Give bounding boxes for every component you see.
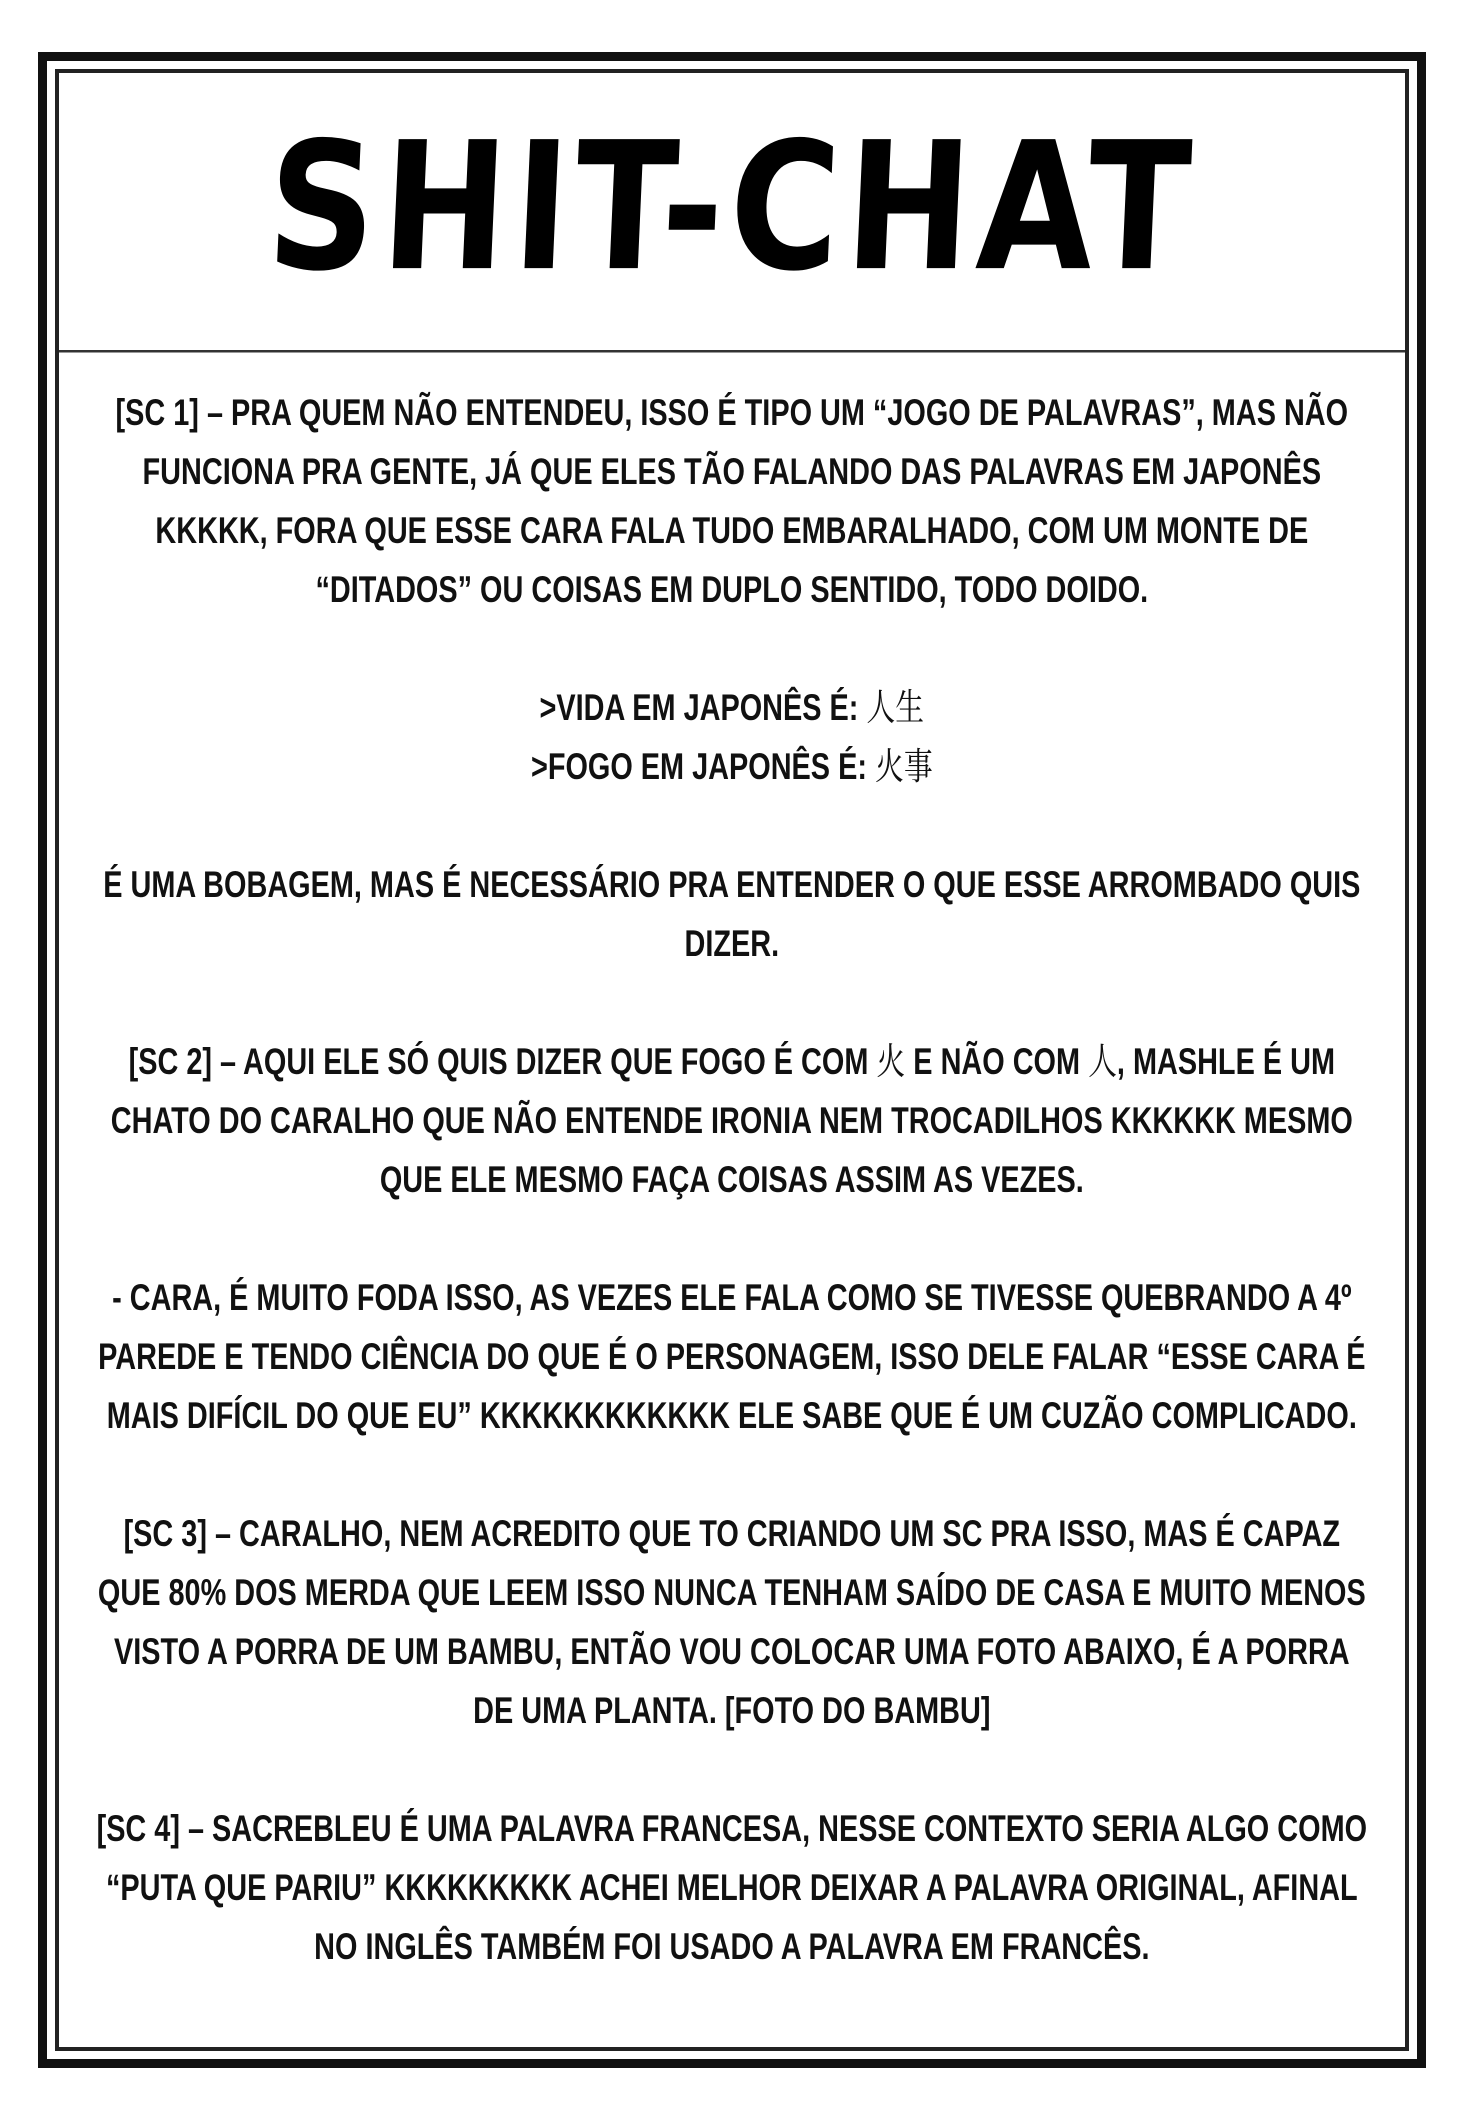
note-sc4: [SC 4] – SACREBLEU É UMA PALAVRA FRANCESA, NESSE CONTEXTO SERIA ALGO COMO “PUTA QUE PARIU” KKKKKKKKK ACHEI MELHOR DEIXAR A PALAVRA ORIGINAL, AFINAL NO INGLÊS TAMBÉM FOI USADO A PALAVRA EM FRANCÊS. [96,1808,1368,1967]
note-cara: - CARA, É MUITO FODA ISSO, AS VEZES ELE FALA COMO SE TIVESSE QUEBRANDO A 4º PAREDE E TENDO CIÊNCIA DO QUE É O PERSONAGEM, ISSO DELE FALAR “ESSE CARA É MAIS DIFÍCIL DO QUE EU” KKKKKKKKKKKK ELE SABE QUE É UM CUZÃO COMPLICADO. [98,1277,1366,1436]
sc2-kanji-person: 人 [1088,1040,1118,1083]
fogo-kanji: 火事 [875,745,933,788]
page-frame [38,52,1426,2068]
sc2-after: , MASHLE É UM CHATO DO CARALHO QUE NÃO ENTENDE IRONIA NEM TROCADILHOS KKKKKK MESMO QUE ELE MESMO FAÇA COISAS ASSIM AS VEZES. [110,1041,1354,1200]
page-title: SHIT-CHAT [263,105,1201,311]
title-divider [59,350,1405,353]
sc2-middle: E NÃO COM [913,1041,1081,1082]
note-sc1: [SC 1] – PRA QUEM NÃO ENTENDEU, ISSO É TIPO UM “JOGO DE PALAVRAS”, MAS NÃO FUNCIONA PRA GENTE, JÁ QUE ELES TÃO FALANDO DAS PALAVRAS EM JAPONÊS KKKKK, FORA QUE ESSE CARA FALA TUDO EMBARALHADO, COM UM MONTE DE “DITADOS” OU COISAS EM DUPLO SENTIDO, TODO DOIDO. [115,392,1349,610]
note-vida-line [94,678,1370,737]
note-sc2 [94,1032,1370,1209]
sc2-kanji-fire: 火 [876,1040,906,1083]
notes-body [94,383,1370,2035]
sc2-before: [SC 2] – AQUI ELE SÓ QUIS DIZER QUE FOGO É COM [128,1041,869,1082]
inner-border [55,69,1409,2051]
note-bobagem: É UMA BOBAGEM, MAS É NECESSÁRIO PRA ENTENDER O QUE ESSE ARROMBADO QUIS DIZER. [103,864,1361,964]
vida-label: >VIDA EM JAPONÊS É: [539,687,859,728]
note-sc3: [SC 3] – CARALHO, NEM ACREDITO QUE TO CRIANDO UM SC PRA ISSO, MAS É CAPAZ QUE 80% DOS MERDA QUE LEEM ISSO NUNCA TENHAM SAÍDO DE CASA E MUITO MENOS VISTO A PORRA DE UM BAMBU, ENTÃO VOU COLOCAR UMA FOTO ABAIXO, É A PORRA DE UMA PLANTA. [FOTO DO BAMBU] [98,1513,1366,1731]
vida-kanji: 人生 [866,686,925,729]
note-fogo-line [94,737,1370,796]
fogo-label: >FOGO EM JAPONÊS É: [531,746,868,787]
